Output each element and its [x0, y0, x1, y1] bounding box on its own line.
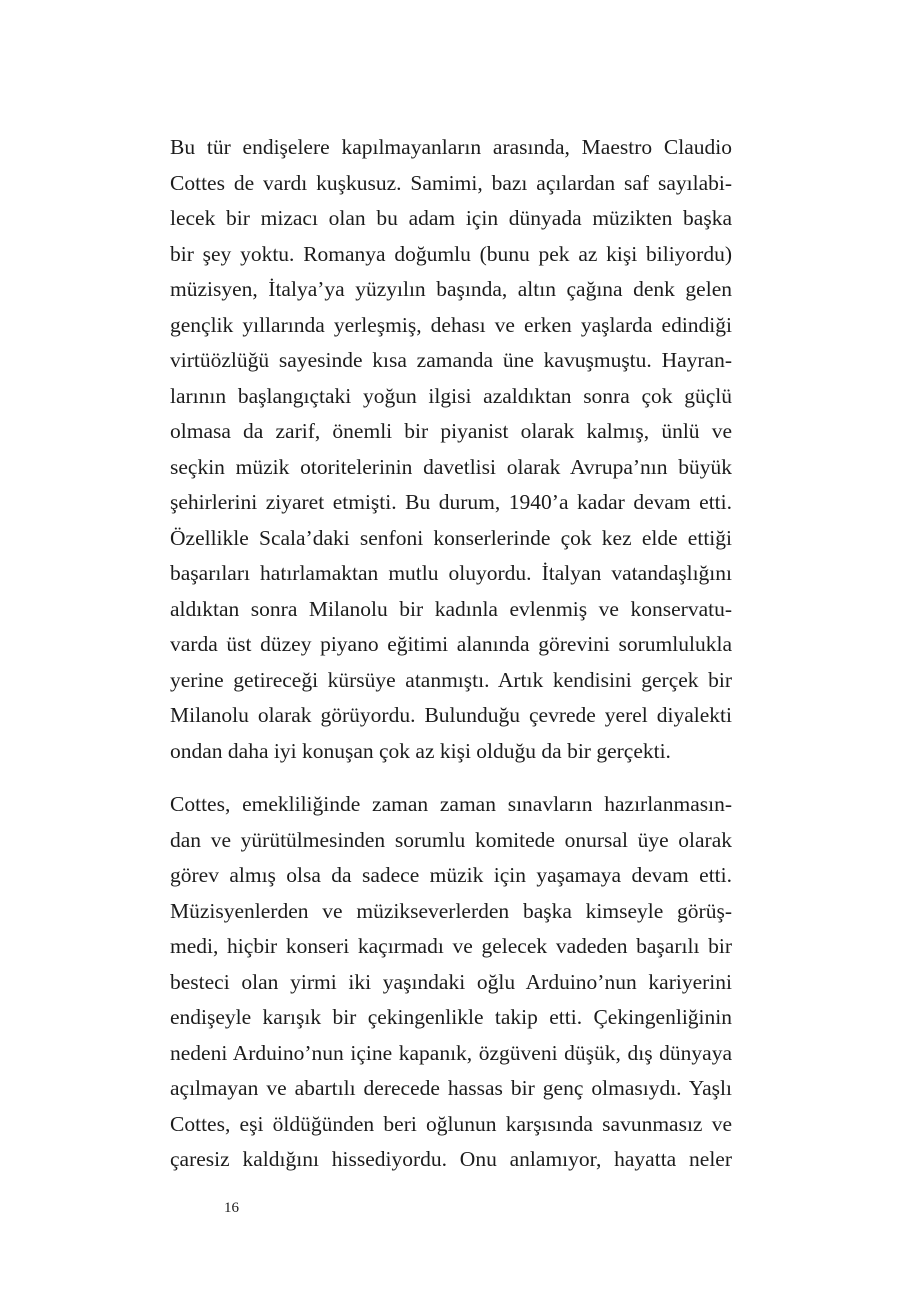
text-line: nedeni Arduino’nun içine kapanık, özgüveni düşük, dış dünyaya	[170, 1040, 732, 1065]
text-line: bir şey yoktu. Romanya doğumlu (bunu pek az kişi biliyordu)	[170, 241, 732, 266]
text-line: lecek bir mizacı olan bu adam için dünyada müzikten başka	[170, 206, 732, 230]
text-line: görev almış olsa da sadece müzik için yaşamaya devam etti.	[170, 863, 732, 887]
text-line: başarıları hatırlamaktan mutlu oluyordu. İtalyan vatandaşlığını	[170, 561, 732, 585]
text-line: Bu tür endişelere kapılmayanların arasında, Maestro Claudio	[170, 135, 732, 159]
text-line: şehirlerini ziyaret etmişti. Bu durum, 1940’a kadar devam etti.	[170, 490, 732, 514]
text-line: gençlik yıllarında yerleşmiş, dehası ve erken yaşlarda edindiği	[170, 312, 732, 337]
text-line: açılmayan ve abartılı derecede hassas bir genç olmasıydı. Yaşlı	[170, 1076, 732, 1100]
text-line: aldıktan sonra Milanolu bir kadınla evlenmiş ve konservatu-	[170, 596, 732, 621]
text-line: Cottes, emekliliğinde zaman zaman sınavların hazırlanmasın-	[170, 792, 732, 816]
paragraph-2	[170, 787, 732, 1178]
text-line: varda üst düzey piyano eğitimi alanında görevini sorumlulukla	[170, 632, 732, 656]
text-line: Cottes de vardı kuşkusuz. Samimi, bazı açılardan saf sayılabi-	[170, 170, 732, 195]
text-line: olmasa da zarif, önemli bir piyanist olarak kalmış, ünlü ve	[170, 419, 732, 443]
text-line: Cottes, eşi öldüğünden beri oğlunun karşısında savunmasız ve	[170, 1111, 732, 1136]
text-line: Özellikle Scala’daki senfoni konserlerinde çok kez elde ettiği	[170, 525, 732, 550]
text-line: virtüözlüğü sayesinde kısa zamanda üne kavuşmuştu. Hayran-	[170, 348, 732, 372]
text-line: Müzisyenlerden ve müzikseverlerden başka kimseyle görüş-	[170, 898, 732, 923]
text-line: larının başlangıçtaki yoğun ilgisi azaldıktan sonra çok güçlü	[170, 383, 732, 408]
text-line: endişeyle karışık bir çekingenlikle takip etti. Çekingenliğinin	[170, 1005, 732, 1029]
text-line: yerine getireceği kürsüye atanmıştı. Artık kendisini gerçek bir	[170, 667, 732, 692]
text-line: Milanolu olarak görüyordu. Bulunduğu çevrede yerel diyalekti	[170, 703, 732, 727]
text-line: besteci olan yirmi iki yaşındaki oğlu Arduino’nun kariyerini	[170, 969, 732, 994]
text-line: müzisyen, İtalya’ya yüzyılın başında, altın çağına denk gelen	[170, 277, 732, 301]
text-line: medi, hiçbir konseri kaçırmadı ve gelecek vadeden başarılı bir	[170, 934, 732, 958]
page-number: 16	[224, 1200, 239, 1216]
text-line: seçkin müzik otoritelerinin davetlisi olarak Avrupa’nın büyük	[170, 454, 732, 479]
paragraph-1	[170, 130, 732, 769]
text-line: çaresiz kaldığını hissediyordu. Onu anlamıyor, hayatta neler	[170, 1147, 732, 1171]
text-line: dan ve yürütülmesinden sorumlu komitede onursal üye olarak	[170, 827, 732, 852]
text-line: ondan daha iyi konuşan çok az kişi olduğu da bir gerçekti.	[170, 738, 671, 763]
